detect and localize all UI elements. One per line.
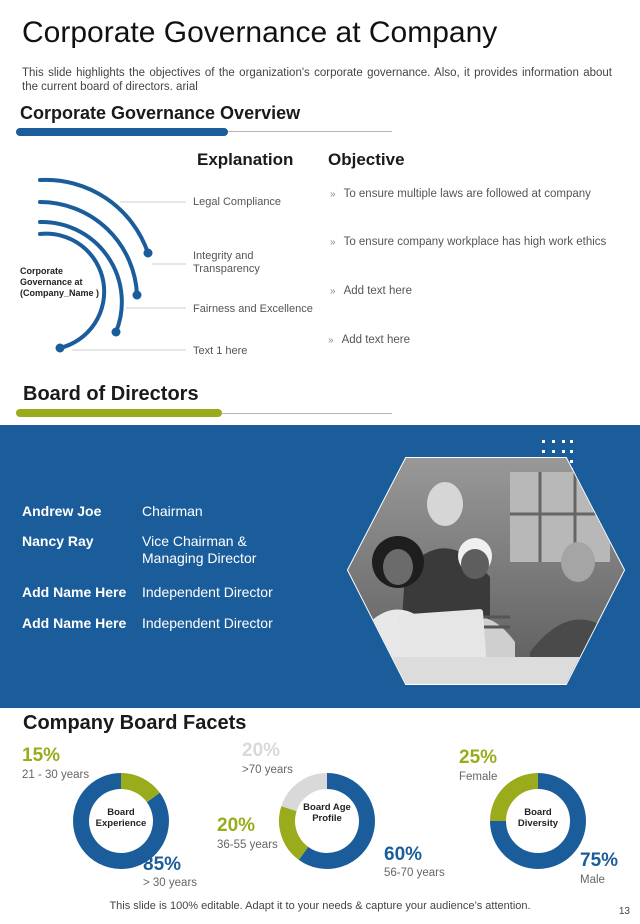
bullet-arrow-icon: »: [330, 189, 336, 200]
percent-value: 20%: [217, 815, 256, 836]
director-role: Independent Director: [142, 615, 273, 631]
director-role: Independent Director: [142, 584, 273, 600]
explanation-item: Integrity and Transparency: [193, 250, 260, 275]
director-name: Nancy Ray: [22, 533, 94, 549]
objective-heading: Objective: [328, 150, 405, 169]
arc-3-dot: [112, 328, 121, 337]
governance-arcs-graphic: [0, 160, 200, 360]
director-role: Vice Chairman & Managing Director: [142, 533, 257, 566]
percent-label: Male: [580, 874, 605, 886]
donut-center-label: Board Age Profile: [303, 802, 351, 824]
explanation-item: Fairness and Excellence: [193, 303, 313, 315]
explanation-heading: Explanation: [197, 150, 294, 169]
board-section-title: Board of Directors: [23, 383, 199, 405]
director-role: Chairman: [142, 503, 203, 519]
page-number: 13: [618, 906, 630, 917]
objective-item: » Add text here: [330, 285, 412, 297]
bullet-arrow-icon: »: [330, 237, 336, 248]
slide-intro: This slide highlights the objectives of the organization's corporate governance. Also, it provides information about the current board of directors. arial: [22, 67, 612, 93]
team-photo: [340, 452, 630, 692]
director-name: Add Name Here: [22, 615, 127, 631]
director-name: Andrew Joe: [22, 503, 102, 519]
governance-center-label: Corporate Governance at (Company_Name ): [20, 266, 100, 298]
arc-4-dot: [56, 344, 65, 353]
objective-item: » Add text here: [328, 334, 410, 346]
overview-section-title: Corporate Governance Overview: [20, 103, 301, 123]
percent-value: 15%: [22, 745, 61, 766]
percent-value: 60%: [384, 844, 423, 865]
percent-label: 21 - 30 years: [22, 769, 90, 781]
percent-label: > 30 years: [143, 877, 198, 889]
donut-center-label: Board Diversity: [517, 807, 559, 829]
slide-title: Corporate Governance at Company: [22, 16, 498, 49]
percent-label: >70 years: [242, 764, 293, 776]
donut-center-label: Board Experience: [95, 807, 147, 829]
arc-1-dot: [144, 249, 153, 258]
percent-value: 75%: [580, 850, 619, 871]
objective-item: » To ensure multiple laws are followed at company: [330, 188, 591, 200]
percent-value: 25%: [459, 747, 498, 768]
objective-item: » To ensure company workplace has high work ethics: [330, 236, 607, 248]
explanation-item: Text 1 here: [193, 345, 248, 357]
percent-label: 56-70 years: [384, 867, 445, 879]
bullet-arrow-icon: »: [330, 286, 336, 297]
facets-section-title: Company Board Facets: [23, 712, 247, 734]
percent-label: 36-55 years: [217, 839, 278, 851]
bullet-arrow-icon: »: [328, 335, 334, 346]
percent-value: 20%: [242, 740, 281, 761]
overview-accent-bar: [16, 128, 228, 136]
board-accent-bar: [16, 409, 222, 417]
arc-2-dot: [133, 291, 142, 300]
percent-value: 85%: [143, 854, 182, 875]
director-name: Add Name Here: [22, 584, 127, 600]
donut-segment-0: [121, 781, 153, 797]
percent-label: Female: [459, 771, 498, 783]
footer-note: This slide is 100% editable. Adapt it to your needs & capture your audience’s attention.: [109, 900, 531, 912]
explanation-item: Legal Compliance: [193, 196, 282, 208]
